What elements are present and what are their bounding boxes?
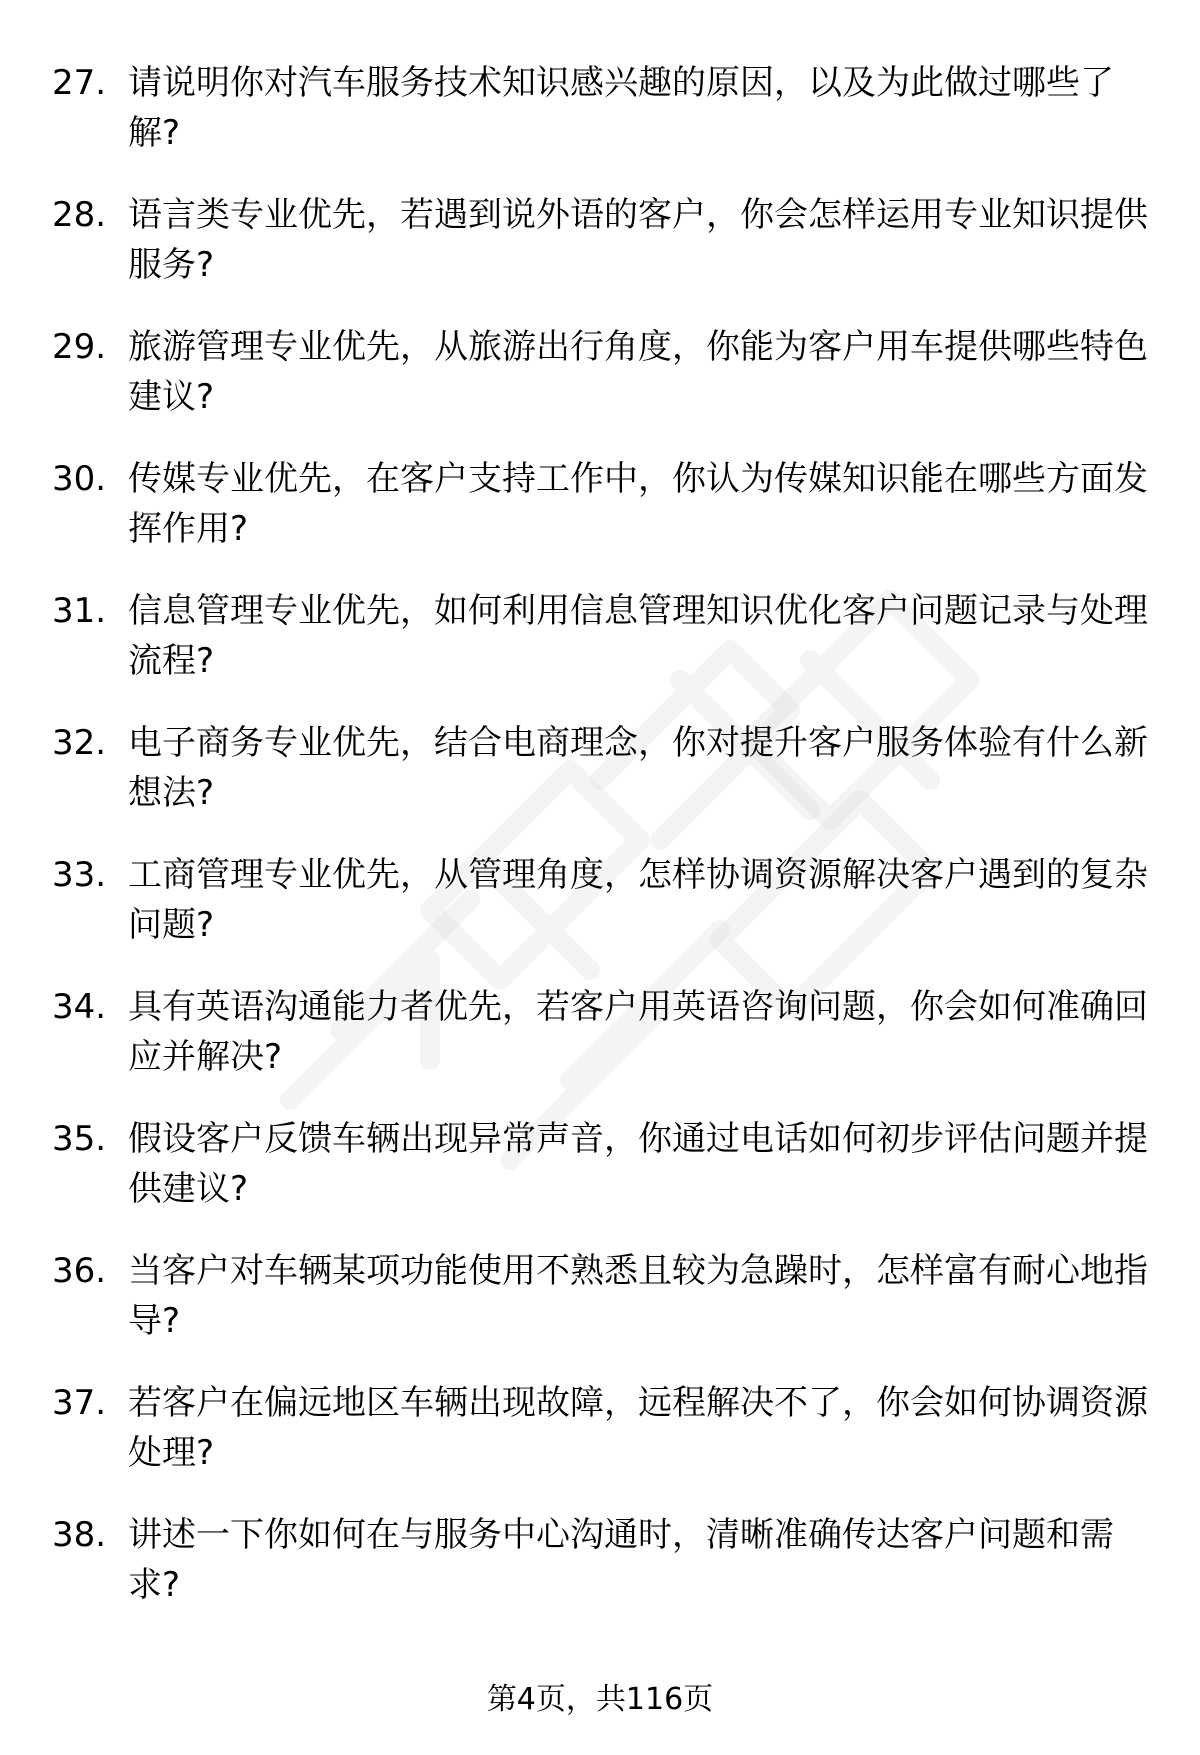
question-item-38 xyxy=(52,1510,1162,1642)
question-item-27 xyxy=(52,58,1162,190)
question-number: 35. xyxy=(52,1119,107,1159)
question-item-31 xyxy=(52,586,1162,718)
question-number: 31. xyxy=(52,591,107,631)
question-number: 33. xyxy=(52,855,107,895)
question-number: 29. xyxy=(52,327,107,367)
question-number: 34. xyxy=(52,987,107,1027)
question-number: 36. xyxy=(52,1251,107,1291)
question-text: 请说明你对汽车服务技术知识感兴趣的原因，以及为此做过哪些了解? xyxy=(128,63,1114,153)
question-item-36 xyxy=(52,1246,1162,1378)
question-text: 具有英语沟通能力者优先，若客户用英语咨询问题，你会如何准确回应并解决? xyxy=(128,987,1148,1077)
question-list xyxy=(52,58,1162,1642)
question-item-28 xyxy=(52,190,1162,322)
question-text: 电子商务专业优先，结合电商理念，你对提升客户服务体验有什么新想法? xyxy=(128,723,1148,813)
question-number: 38. xyxy=(52,1515,107,1555)
question-text: 传媒专业优先，在客户支持工作中，你认为传媒知识能在哪些方面发挥作用? xyxy=(128,459,1148,549)
question-item-35 xyxy=(52,1114,1162,1246)
question-number: 30. xyxy=(52,459,107,499)
question-text: 语言类专业优先，若遇到说外语的客户，你会怎样运用专业知识提供服务? xyxy=(128,195,1148,285)
question-item-29 xyxy=(52,322,1162,454)
question-number: 37. xyxy=(52,1383,107,1423)
question-text: 假设客户反馈车辆出现异常声音，你通过电话如何初步评估问题并提供建议? xyxy=(128,1119,1148,1209)
question-number: 27. xyxy=(52,63,107,103)
question-item-37 xyxy=(52,1378,1162,1510)
question-item-34 xyxy=(52,982,1162,1114)
question-text: 讲述一下你如何在与服务中心沟通时，清晰准确传达客户问题和需求? xyxy=(128,1515,1114,1605)
question-text: 信息管理专业优先，如何利用信息管理知识优化客户问题记录与处理流程? xyxy=(128,591,1148,681)
question-number: 32. xyxy=(52,723,107,763)
question-text: 工商管理专业优先，从管理角度，怎样协调资源解决客户遇到的复杂问题? xyxy=(128,855,1148,945)
question-item-32 xyxy=(52,718,1162,850)
page-footer: 第4页，共116页 xyxy=(486,1682,714,1717)
question-item-30 xyxy=(52,454,1162,586)
question-text: 旅游管理专业优先，从旅游出行角度，你能为客户用车提供哪些特色建议? xyxy=(128,327,1148,417)
question-text: 当客户对车辆某项功能使用不熟悉且较为急躁时，怎样富有耐心地指导? xyxy=(128,1251,1148,1341)
question-item-33 xyxy=(52,850,1162,982)
question-number: 28. xyxy=(52,195,107,235)
question-text: 若客户在偏远地区车辆出现故障，远程解决不了，你会如何协调资源处理? xyxy=(128,1383,1148,1473)
